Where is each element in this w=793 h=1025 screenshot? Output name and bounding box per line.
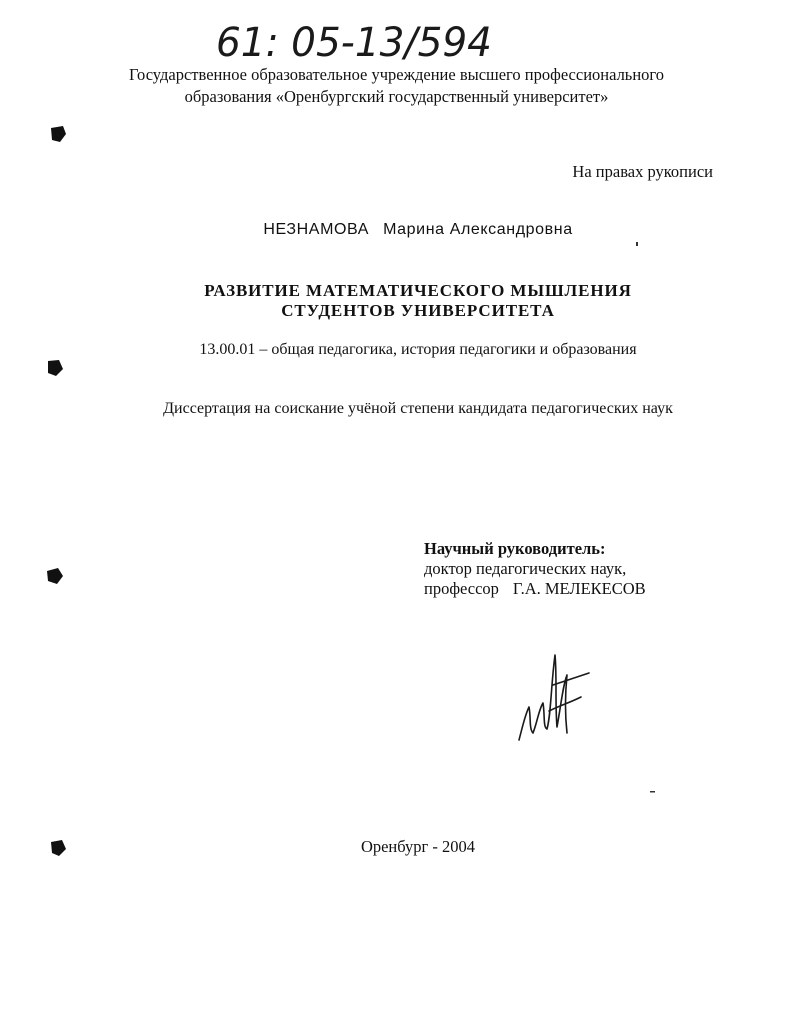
advisor-heading: Научный руководитель: [424,539,606,558]
advisor-name: Г.А. МЕЛЕКЕСОВ [512,579,646,598]
archive-number-handwritten [212,12,512,72]
scan-speck [635,242,641,246]
author-name [0,221,793,239]
advisor-position: профессор [424,579,499,598]
advisor-degree: доктор педагогических наук, [424,559,627,578]
signature [505,645,595,750]
author-given-names: Марина Александровна [383,221,573,238]
institution-line-1: Государственное образовательное учреждение высшего профессионального [128,65,665,84]
archive-number-text: 61: 05-13/594 [216,20,492,66]
author-surname: НЕЗНАМОВА [263,221,370,238]
city-and-year: Оренбург - 2004 [360,837,476,856]
dissertation-title [60,281,776,321]
punch-hole-mark [48,838,68,858]
advisor-name-line [424,579,646,599]
institution-line-2: образования «Оренбургский государственный университет» [184,87,609,106]
title-line-1: РАЗВИТИЕ МАТЕМАТИЧЕСКОГО МЫШЛЕНИЯ [204,281,632,300]
institution-name [60,64,733,108]
title-line-2: СТУДЕНТОВ УНИВЕРСИТЕТА [281,301,555,320]
degree-statement: Диссертация на соискание учёной степени кандидата педагогических наук [163,400,673,417]
punch-hole-mark [45,358,65,378]
specialty-code: 13.00.01 – общая педагогика, история педагогики и образования [199,341,637,358]
manuscript-note: На правах рукописи [572,162,713,181]
scientific-advisor [424,539,646,599]
punch-hole-mark [45,566,65,586]
scan-speck [650,790,656,794]
punch-hole-mark [48,124,68,144]
